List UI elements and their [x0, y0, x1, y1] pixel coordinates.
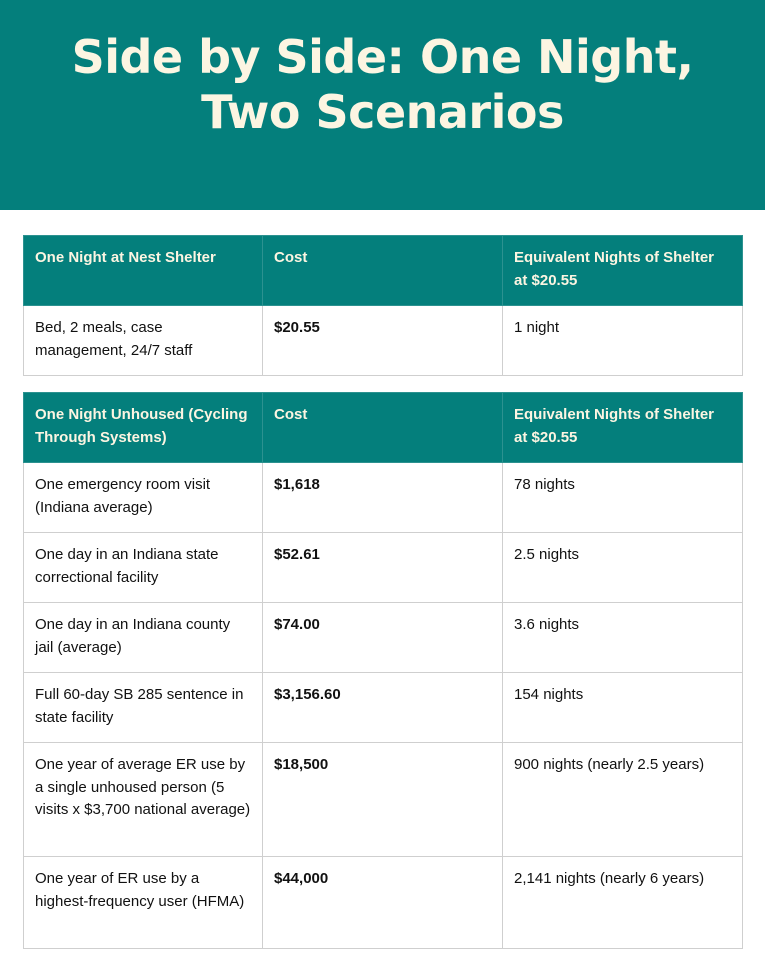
title-banner — [0, 0, 765, 210]
nights-cell: 2,141 nights (nearly 6 years) — [503, 857, 743, 949]
cost-cell: $20.55 — [263, 306, 503, 376]
table-row — [24, 673, 743, 743]
nights-cell: 154 nights — [503, 673, 743, 743]
page-title — [0, 30, 765, 140]
nights-cell: 78 nights — [503, 463, 743, 533]
column-header-nights: Equivalent Nights of Shelter at $20.55 — [503, 236, 743, 306]
item-cell: Full 60-day SB 285 sentence in state facility — [24, 673, 263, 743]
table-row — [24, 306, 743, 376]
item-cell: One emergency room visit (Indiana average) — [24, 463, 263, 533]
item-cell: Bed, 2 meals, case management, 24/7 staff — [24, 306, 263, 376]
cost-cell: $1,618 — [263, 463, 503, 533]
column-header-nights: Equivalent Nights of Shelter at $20.55 — [503, 393, 743, 463]
page-title-line-1: Side by Side: One Night, — [71, 30, 694, 84]
cost-cell: $52.61 — [263, 533, 503, 603]
item-cell: One day in an Indiana county jail (average) — [24, 603, 263, 673]
table-header-row — [24, 393, 743, 463]
shelter-cost-table — [23, 235, 743, 376]
item-cell: One year of ER use by a highest-frequency user (HFMA) — [24, 857, 263, 949]
table-row — [24, 603, 743, 673]
unhoused-cost-table — [23, 392, 743, 949]
nights-cell: 3.6 nights — [503, 603, 743, 673]
cost-cell: $3,156.60 — [263, 673, 503, 743]
page-title-line-2: Two Scenarios — [201, 85, 564, 139]
column-header-item: One Night at Nest Shelter — [24, 236, 263, 306]
cost-cell: $74.00 — [263, 603, 503, 673]
item-cell: One day in an Indiana state correctional facility — [24, 533, 263, 603]
column-header-cost: Cost — [263, 236, 503, 306]
table-row — [24, 463, 743, 533]
column-header-item: One Night Unhoused (Cycling Through Systems) — [24, 393, 263, 463]
cost-cell: $18,500 — [263, 743, 503, 857]
table-row — [24, 743, 743, 857]
nights-cell: 900 nights (nearly 2.5 years) — [503, 743, 743, 857]
table-row — [24, 533, 743, 603]
column-header-cost: Cost — [263, 393, 503, 463]
item-cell: One year of average ER use by a single unhoused person (5 visits x $3,700 national average) — [24, 743, 263, 857]
cost-cell: $44,000 — [263, 857, 503, 949]
table-row — [24, 857, 743, 949]
nights-cell: 1 night — [503, 306, 743, 376]
table-header-row — [24, 236, 743, 306]
nights-cell: 2.5 nights — [503, 533, 743, 603]
